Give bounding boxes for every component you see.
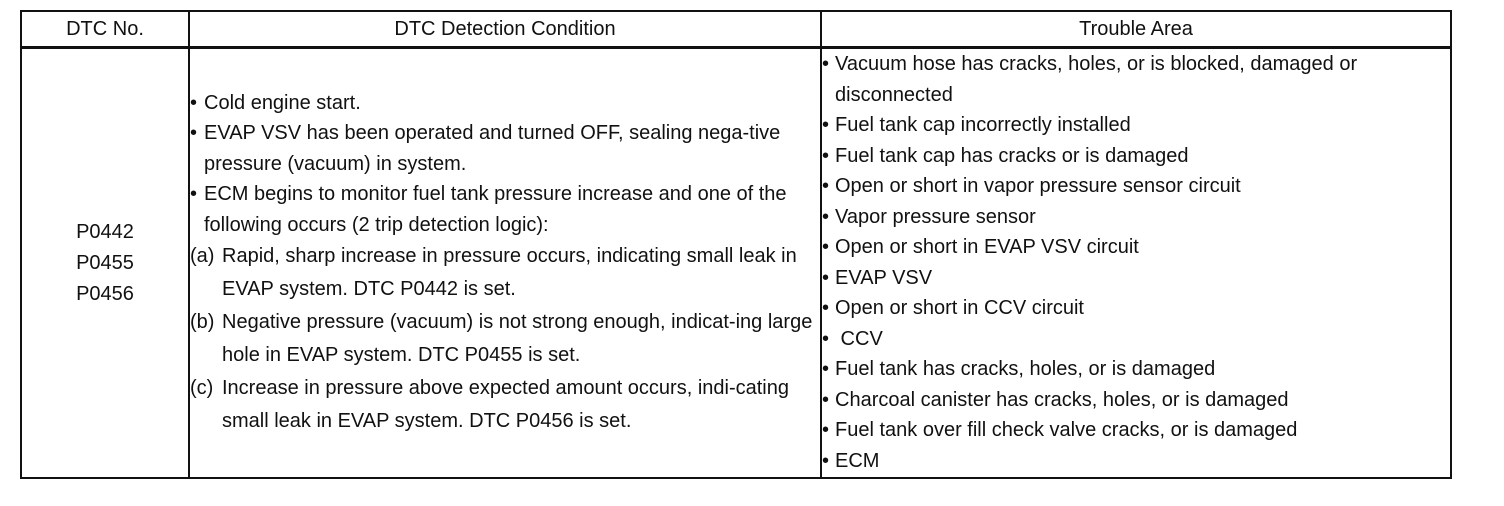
condition-subitem: [190, 372, 820, 438]
bullet-mark: •: [190, 122, 198, 145]
condition-subitem: [190, 240, 820, 306]
dtc-codes-cell: [21, 48, 189, 479]
condition-item: [190, 118, 820, 179]
subitem-mark: (a): [190, 245, 215, 268]
trouble-area-item: [822, 202, 1450, 233]
trouble-area-text: Vapor pressure sensor: [835, 205, 1036, 228]
trouble-area-text: Fuel tank over fill check valve cracks, or is damaged: [835, 419, 1298, 441]
bullet-mark: •: [822, 358, 830, 380]
bullet-mark: •: [822, 419, 830, 441]
trouble-area-item: [822, 415, 1450, 446]
condition-subitem: [190, 306, 820, 372]
detection-condition-cell: [189, 48, 821, 479]
condition-text: ECM begins to monitor fuel tank pressure increase and one of the following occurs (2 trip detection logic):: [204, 183, 787, 236]
condition-text: Negative pressure (vacuum) is not strong enough, indicat-ing large hole in EVAP system. DTC P0455 is set.: [222, 311, 813, 367]
bullet-mark: •: [822, 144, 830, 167]
bullet-mark: •: [822, 205, 830, 228]
bullet-mark: •: [822, 388, 830, 411]
condition-item: [190, 88, 820, 119]
trouble-area-item: [822, 324, 1450, 355]
trouble-area-item: [822, 171, 1450, 202]
trouble-area-item: [822, 263, 1450, 294]
bullet-mark: •: [822, 297, 830, 319]
condition-text: Rapid, sharp increase in pressure occurs, indicating small leak in EVAP system. DTC P0442 is set.: [222, 245, 797, 301]
condition-text: Cold engine start.: [204, 91, 361, 114]
trouble-area-text: Fuel tank has cracks, holes, or is damaged: [835, 358, 1216, 380]
trouble-area-item: [822, 385, 1450, 416]
condition-text: Increase in pressure above expected amount occurs, indi-cating small leak in EVAP system. DTC P0456 is set.: [222, 377, 789, 433]
subitem-mark: (b): [190, 311, 215, 334]
trouble-area-cell: [821, 48, 1451, 479]
bullet-mark: •: [822, 266, 830, 289]
trouble-area-item: [822, 354, 1450, 385]
trouble-area-text: Charcoal canister has cracks, holes, or is damaged: [835, 388, 1289, 411]
trouble-area-text: Open or short in EVAP VSV circuit: [835, 236, 1139, 258]
header-dtc-no: DTC No.: [21, 11, 189, 48]
dtc-table: [20, 10, 1452, 479]
trouble-area-item: [822, 141, 1450, 172]
bullet-mark: •: [822, 175, 830, 197]
trouble-area-text: Open or short in vapor pressure sensor circuit: [835, 175, 1241, 197]
header-row: [21, 11, 1451, 48]
bullet-mark: •: [190, 91, 198, 114]
trouble-area-item: [822, 446, 1450, 477]
trouble-area-text: ECM: [835, 449, 880, 472]
bullet-mark: •: [822, 449, 830, 472]
bullet-mark: •: [190, 183, 198, 206]
condition-item: [190, 179, 820, 240]
trouble-area-text: Fuel tank cap has cracks or is damaged: [835, 144, 1189, 167]
dtc-code: P0442: [76, 220, 134, 243]
bullet-mark: •: [822, 114, 830, 136]
trouble-area-text: Open or short in CCV circuit: [835, 297, 1084, 319]
bullet-mark: •: [822, 327, 830, 350]
header-trouble-area: Trouble Area: [821, 11, 1451, 48]
header-detection-condition: DTC Detection Condition: [189, 11, 821, 48]
trouble-area-text: EVAP VSV: [835, 266, 933, 289]
trouble-area-item: [822, 110, 1450, 141]
subitem-mark: (c): [190, 377, 214, 400]
trouble-area-text: CCV: [835, 327, 883, 350]
bullet-mark: •: [822, 236, 830, 258]
trouble-area-item: [822, 232, 1450, 263]
trouble-area-item: [822, 293, 1450, 324]
dtc-code: P0456: [76, 282, 134, 305]
trouble-area-text: Fuel tank cap incorrectly installed: [835, 114, 1131, 136]
trouble-area-text: Vacuum hose has cracks, holes, or is blocked, damaged or disconnected: [835, 53, 1358, 106]
table-row: [21, 48, 1451, 479]
bullet-mark: •: [822, 53, 830, 75]
dtc-code: P0455: [76, 251, 134, 274]
condition-text: EVAP VSV has been operated and turned OFF, sealing nega-tive pressure (vacuum) in system.: [204, 122, 781, 175]
trouble-area-item: [822, 49, 1450, 110]
